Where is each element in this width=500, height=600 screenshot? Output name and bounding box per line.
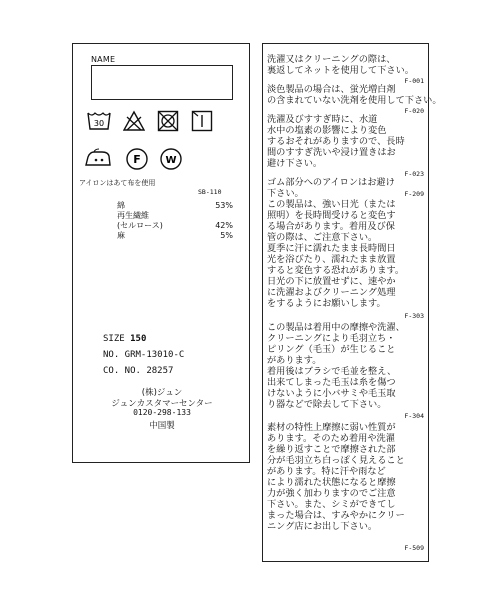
company-name: (株)ジュン (141, 388, 183, 398)
instruction-code: F-304 (404, 412, 424, 420)
customer-center: ジュンカスタマーセンター (111, 399, 213, 409)
instruction-line: 出来てしまった毛玉は糸を傷つ (267, 377, 396, 388)
size-label: SIZE (103, 334, 125, 344)
instruction-line: あります。そのため着用や洗濯 (267, 433, 395, 444)
instruction-line: 避け下さい。 (267, 158, 323, 169)
instruction-line: 裏返してネットを使用して下さい。 (267, 65, 414, 76)
instruction-line: 着用後はブラシで毛並を整え、 (267, 366, 397, 377)
instruction-code: F-303 (404, 312, 424, 320)
instruction-code: F-020 (404, 107, 424, 115)
instruction-code: F-001 (404, 77, 424, 85)
instruction-line: 間のすすぎ洗いや浸け置きはお (267, 147, 396, 158)
instruction-line: により濡れた状態になると摩擦 (267, 477, 396, 488)
fiber-pct: 5% (220, 231, 233, 240)
country-of-origin: 中国製 (149, 421, 175, 431)
instruction-line: ゴム部分へのアイロンはお避け (267, 177, 395, 188)
instruction-line: この製品は、強い日光（または (267, 199, 396, 210)
no-bleach-icon (123, 110, 145, 132)
instruction-line: 洗濯又はクリーニングの際は、 (267, 54, 396, 65)
svg-text:F: F (133, 153, 141, 166)
iron-note: アイロンはあて布を使用 (79, 179, 156, 187)
no-tumble-dry-icon (157, 110, 179, 132)
instruction-line: 力が強く加わりますのでご注意 (267, 488, 396, 499)
instruction-line: 照明）を長時間受けると変色す (267, 210, 396, 221)
instruction-line: 管の際は、ご注意下さい。 (267, 232, 378, 243)
instruction-line: の含まれていない洗剤を使用して下さい。 (267, 95, 442, 106)
instruction-line: まった場合は、すみやかにクリー (267, 510, 405, 521)
instruction-line: をするようにお願いします。 (267, 298, 386, 309)
fiber-name: 再生繊維 (117, 211, 149, 220)
instruction-line: 光を浴びたり、濡れたまま放置 (267, 254, 396, 265)
phone-number: 0120-298-133 (133, 408, 191, 417)
iron-medium-icon (83, 148, 113, 170)
instruction-line: ピリング（毛玉）が生じること (267, 344, 396, 355)
instruction-line: 淡色製品の場合は、蛍光増白剤 (267, 84, 396, 95)
care-label-left (72, 43, 250, 463)
instruction-line: 洗濯及びすすぎ時に、水道 (267, 114, 378, 125)
fiber-pct: 53% (215, 201, 233, 210)
size-value: 150 (130, 334, 147, 344)
instruction-line: に洗濯およびクリーニング処理 (267, 287, 396, 298)
instruction-line: けないように小バサミや毛玉取 (267, 388, 396, 399)
label-code: SB-110 (198, 188, 222, 196)
fiber-name: 綿 (117, 201, 125, 210)
product-number: NO. GRM-13010-C (103, 350, 185, 360)
instruction-code: F-209 (404, 190, 424, 198)
instruction-code: F-509 (404, 544, 424, 552)
fiber-pct: 42% (215, 221, 233, 230)
instruction-line: 素材の特性上摩擦に弱い性質が (267, 422, 396, 433)
instruction-code: F-023 (404, 170, 424, 178)
dry-clean-f-icon (125, 147, 149, 171)
instruction-line: この製品は着用中の摩擦や洗濯、 (267, 322, 405, 333)
instruction-line: ニング店にお出し下さい。 (267, 521, 378, 532)
wet-clean-w-icon (159, 147, 183, 171)
instruction-line: 夏季に汗に濡れたまま長時間日 (267, 243, 396, 254)
instruction-line: するおそれがありますので、長時 (267, 136, 405, 147)
svg-text:W: W (165, 155, 177, 166)
wash-30-icon (87, 110, 111, 132)
instruction-line: があります。 (267, 355, 322, 366)
fiber-name: 麻 (117, 231, 125, 240)
wash-temp: 30 (93, 119, 105, 128)
instruction-line: 下さい。また、シミができてし (267, 499, 396, 510)
line-dry-icon (191, 110, 213, 132)
co-number: CO. NO. 28257 (103, 366, 174, 376)
fiber-name: (セルロース) (117, 221, 163, 230)
name-label: NAME (91, 55, 116, 64)
instruction-line: 分が毛羽立ち白っぽく見えること (267, 455, 405, 466)
instruction-line: クリーニングにより毛羽立ち・ (267, 333, 396, 344)
instruction-line: 下さい。 (267, 188, 304, 199)
instruction-line: があります。特に汗や雨など (267, 466, 386, 477)
instruction-line: る場合があります。着用及び保 (267, 221, 395, 232)
instruction-line: を繰り返すことで摩擦された部 (267, 444, 396, 455)
name-field (91, 65, 233, 100)
instruction-line: り器などで除去して下さい。 (267, 399, 387, 410)
instruction-line: 水中の塩素の影響により変色 (267, 125, 387, 136)
care-label-right (262, 43, 442, 562)
instruction-line: 日光の下に放置せずに、速やか (267, 276, 396, 287)
size-line (103, 334, 146, 344)
instruction-line: すると変色する恐れがあります。 (267, 265, 405, 276)
